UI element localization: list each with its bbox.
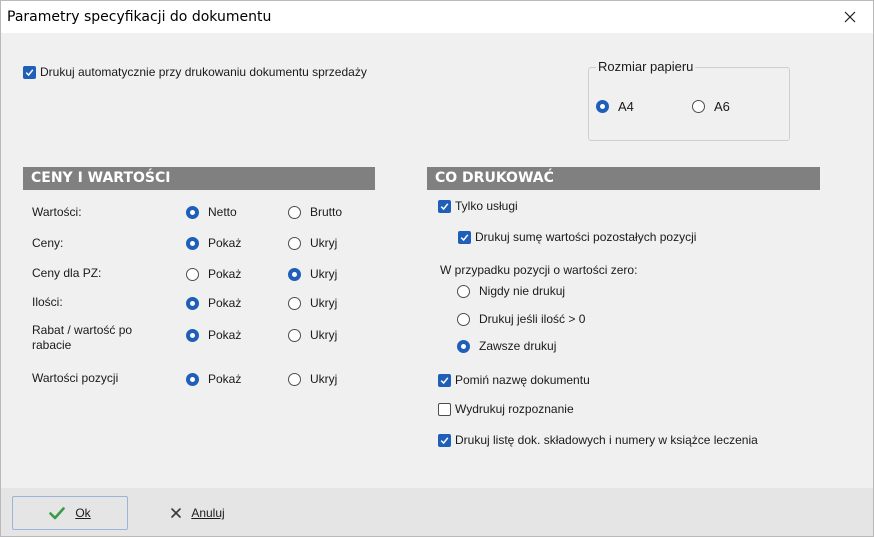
radio-label: Netto bbox=[208, 205, 237, 219]
print-sum-checkbox[interactable] bbox=[458, 230, 696, 244]
print-sum-label: Drukuj sumę wartości pozostałych pozycji bbox=[475, 230, 697, 244]
paper-radio-a4[interactable] bbox=[596, 99, 634, 114]
paper-size-title: Rozmiar papieru bbox=[598, 59, 694, 74]
only-services-checkbox[interactable] bbox=[438, 199, 518, 213]
ok-button-label: Ok bbox=[75, 506, 91, 520]
quantities-hide-radio[interactable] bbox=[288, 296, 337, 310]
pz-prices-hide-radio[interactable] bbox=[288, 267, 337, 281]
radio-unselected-icon bbox=[288, 373, 301, 386]
item-values-hide-radio[interactable] bbox=[288, 372, 337, 386]
discount-hide-radio[interactable] bbox=[288, 328, 337, 342]
checkbox-checked-icon bbox=[438, 434, 451, 447]
row-label-item-values: Wartości pozycji bbox=[32, 371, 119, 385]
close-button[interactable] bbox=[827, 1, 873, 33]
zero-always-radio[interactable] bbox=[457, 339, 556, 353]
radio-unselected-icon bbox=[186, 268, 199, 281]
ok-button[interactable] bbox=[12, 496, 128, 530]
radio-label: Pokaż bbox=[208, 267, 242, 281]
radio-label: Ukryj bbox=[310, 267, 338, 281]
print-recognition-checkbox[interactable] bbox=[438, 402, 574, 416]
checkbox-checked-icon bbox=[438, 200, 451, 213]
radio-unselected-icon bbox=[288, 206, 301, 219]
zero-if-qty-radio[interactable] bbox=[457, 312, 585, 326]
cancel-button-label: Anuluj bbox=[191, 506, 225, 520]
radio-label: Brutto bbox=[310, 205, 343, 219]
radio-selected-icon bbox=[186, 329, 199, 342]
radio-label: Pokaż bbox=[208, 236, 242, 250]
print-doc-list-checkbox[interactable] bbox=[438, 433, 758, 447]
discount-show-radio[interactable] bbox=[186, 328, 241, 342]
skip-doc-name-checkbox[interactable] bbox=[438, 373, 590, 387]
radio-label: Pokaż bbox=[208, 296, 242, 310]
print-recognition-label: Wydrukuj rozpoznanie bbox=[455, 402, 574, 416]
radio-label: Pokaż bbox=[208, 372, 242, 386]
auto-print-checkbox[interactable] bbox=[23, 65, 367, 79]
radio-selected-icon bbox=[596, 100, 609, 113]
radio-label: Drukuj jeśli ilość > 0 bbox=[479, 312, 586, 326]
checkbox-checked-icon bbox=[458, 231, 471, 244]
radio-unselected-icon bbox=[288, 297, 301, 310]
row-label-discount-line2: rabacie bbox=[32, 338, 72, 352]
quantities-show-radio[interactable] bbox=[186, 296, 241, 310]
checkbox-checked-icon bbox=[23, 66, 36, 79]
radio-label: Ukryj bbox=[310, 328, 338, 342]
paper-radio-a6[interactable] bbox=[692, 99, 730, 114]
zero-value-label: W przypadku pozycji o wartości zero: bbox=[440, 263, 638, 277]
checkbox-unchecked-icon bbox=[438, 403, 451, 416]
radio-label: Zawsze drukuj bbox=[479, 339, 557, 353]
radio-label: Ukryj bbox=[310, 236, 338, 250]
radio-unselected-icon bbox=[288, 329, 301, 342]
row-label-pz-prices: Ceny dla PZ: bbox=[32, 266, 102, 280]
radio-selected-icon bbox=[186, 297, 199, 310]
dialog-footer bbox=[1, 488, 873, 536]
radio-selected-icon bbox=[288, 268, 301, 281]
row-label-discount-line1: Rabat / wartość po bbox=[32, 323, 133, 337]
radio-selected-icon bbox=[186, 237, 199, 250]
values-netto-radio[interactable] bbox=[186, 205, 237, 219]
radio-selected-icon bbox=[186, 206, 199, 219]
only-services-label: Tylko usługi bbox=[455, 199, 518, 213]
print-section-header: CO DRUKOWAĆ bbox=[427, 167, 820, 190]
radio-unselected-icon bbox=[692, 100, 705, 113]
radio-selected-icon bbox=[186, 373, 199, 386]
checkbox-checked-icon bbox=[438, 374, 451, 387]
radio-unselected-icon bbox=[457, 313, 470, 326]
item-values-show-radio[interactable] bbox=[186, 372, 241, 386]
radio-label: Pokaż bbox=[208, 328, 242, 342]
values-brutto-radio[interactable] bbox=[288, 205, 342, 219]
zero-never-radio[interactable] bbox=[457, 284, 565, 298]
x-icon bbox=[171, 508, 181, 518]
prices-section-header: CENY I WARTOŚCI bbox=[23, 167, 375, 190]
radio-selected-icon bbox=[457, 340, 470, 353]
radio-label: Ukryj bbox=[310, 296, 338, 310]
close-icon bbox=[844, 11, 856, 23]
checkmark-icon bbox=[49, 507, 65, 520]
paper-a6-label: A6 bbox=[714, 99, 730, 114]
row-label-values: Wartości: bbox=[32, 205, 82, 219]
dialog-content bbox=[1, 33, 873, 488]
row-label-prices: Ceny: bbox=[32, 236, 64, 250]
auto-print-label: Drukuj automatycznie przy drukowaniu dokumentu sprzedaży bbox=[40, 65, 367, 79]
radio-label: Ukryj bbox=[310, 372, 338, 386]
radio-unselected-icon bbox=[288, 237, 301, 250]
print-doc-list-label: Drukuj listę dok. składowych i numery w książce leczenia bbox=[455, 433, 758, 447]
prices-show-radio[interactable] bbox=[186, 236, 241, 250]
row-label-quantities: Ilości: bbox=[32, 295, 63, 309]
prices-hide-radio[interactable] bbox=[288, 236, 337, 250]
radio-unselected-icon bbox=[457, 285, 470, 298]
skip-doc-name-label: Pomiń nazwę dokumentu bbox=[455, 373, 590, 387]
radio-label: Nigdy nie drukuj bbox=[479, 284, 566, 298]
cancel-button[interactable] bbox=[158, 496, 238, 530]
window-title: Parametry specyfikacji do dokumentu bbox=[7, 9, 272, 25]
paper-a4-label: A4 bbox=[618, 99, 634, 114]
title-bar bbox=[1, 1, 873, 33]
pz-prices-show-radio[interactable] bbox=[186, 267, 241, 281]
